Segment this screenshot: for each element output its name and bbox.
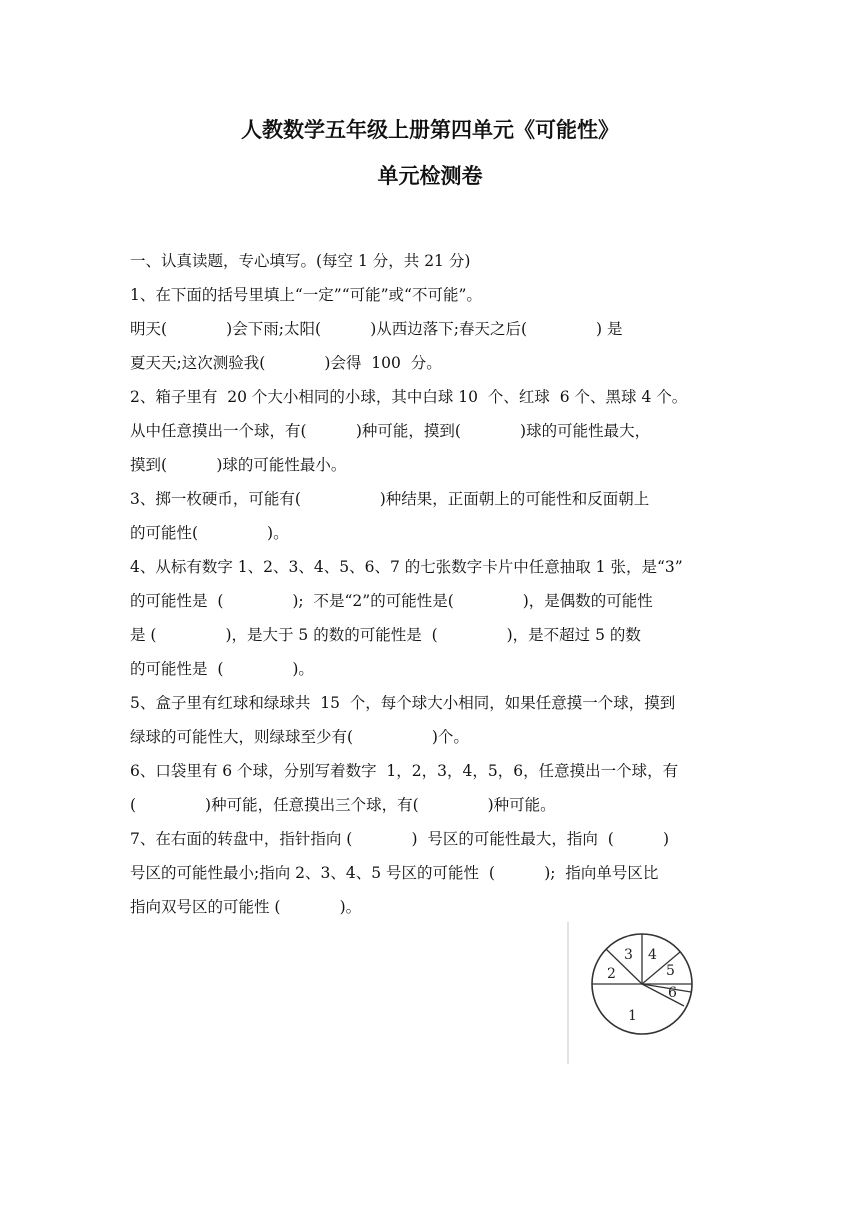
spinner-diagram (564, 922, 724, 1064)
question-5-line-1: 5、盒子里有红球和绿球共 15 个，每个球大小相同，如果任意摸一个球，摸到 (130, 694, 676, 712)
question-7-line-1: 7、在右面的转盘中，指针指向 ( ) 号区的可能性最大，指向 ( ) (130, 830, 670, 848)
spinner-label-6: 6 (668, 985, 677, 1001)
question-7-line-3: 指向双号区的可能性 ( )。 (130, 898, 362, 916)
question-7-line-2: 号区的可能性最小;指向 2、3、4、5 号区的可能性 ( ); 指向单号区比 (130, 864, 659, 882)
question-4-line-3: 是 ( )，是大于 5 的数的可能性是 ( )，是不超过 5 的数 (130, 626, 641, 644)
section-heading: 一、认真读题，专心填写。(每空 1 分，共 21 分) (130, 252, 471, 270)
question-1-prompt: 1、在下面的括号里填上“一定”“可能”或“不可能”。 (130, 286, 482, 304)
spinner-label-2: 2 (607, 966, 616, 982)
question-3-line-1: 3、掷一枚硬币，可能有( )种结果，正面朝上的可能性和反面朝上 (130, 490, 650, 508)
question-2-line-1: 2、箱子里有 20 个大小相同的小球，其中白球 10 个、红球 6 个、黑球 4 个。 (130, 388, 688, 406)
title-line-1: 人教数学五年级上册第四单元《可能性》 (241, 118, 619, 142)
spinner-label-1: 1 (628, 1008, 637, 1024)
question-1-line-1: 明天( )会下雨;太阳( )从西边落下;春天之后( ) 是 (130, 320, 623, 338)
question-2-line-3: 摸到( )球的可能性最小。 (130, 456, 347, 474)
spinner-label-4: 4 (648, 947, 657, 963)
question-body (130, 244, 730, 924)
question-6-line-2: ( )种可能，任意摸出三个球，有( )种可能。 (130, 796, 556, 814)
question-4-line-2: 的可能性是 ( ); 不是“2”的可能性是( )，是偶数的可能性 (130, 592, 653, 610)
question-4-line-4: 的可能性是 ( )。 (130, 660, 314, 678)
question-1-line-2: 夏天天;这次测验我( )会得 100 分。 (130, 354, 442, 372)
question-4-line-1: 4、从标有数字 1、2、3、4、5、6、7 的七张数字卡片中任意抽取 1 张，是“3” (130, 558, 683, 576)
spinner-label-3: 3 (624, 947, 633, 963)
question-2-line-2: 从中任意摸出一个球，有( )种可能，摸到( )球的可能性最大， (130, 422, 651, 440)
question-3-line-2: 的可能性( )。 (130, 524, 289, 542)
title-line-2: 单元检测卷 (377, 164, 483, 188)
question-6-line-1: 6、口袋里有 6 个球，分别写着数字 1，2，3，4，5，6，任意摸出一个球，有 (130, 762, 679, 780)
question-5-line-2: 绿球的可能性大，则绿球至少有( )个。 (130, 728, 469, 746)
spinner-label-5: 5 (666, 963, 675, 979)
